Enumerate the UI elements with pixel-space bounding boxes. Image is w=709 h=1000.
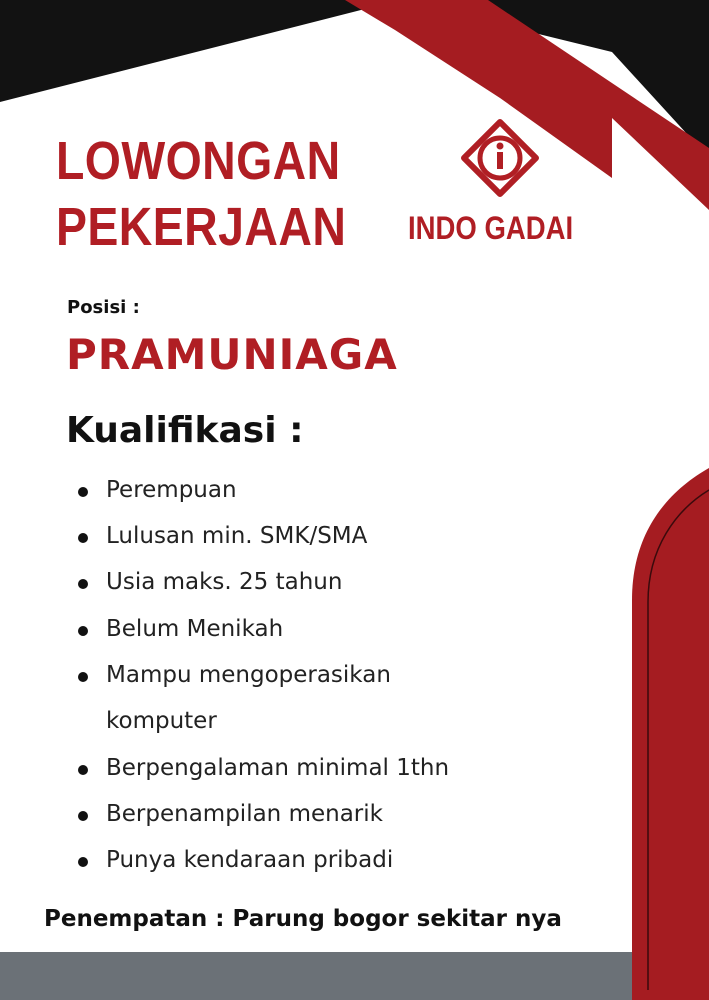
placement-text: Penempatan : Parung bogor sekitar nya <box>44 906 562 932</box>
indo-gadai-logo-icon <box>460 118 540 198</box>
list-item-text: Mampu mengoperasikan <box>106 662 391 688</box>
footer-gray-band <box>0 952 709 1000</box>
brand-name: INDO GADAI <box>408 210 574 246</box>
right-red-arch <box>632 468 709 1000</box>
bullet-icon <box>78 765 88 775</box>
list-item-text: Perempuan <box>106 477 237 503</box>
list-item-text: Berpenampilan menarik <box>106 801 383 827</box>
position-value: PRAMUNIAGA <box>66 330 398 379</box>
bullet-icon <box>78 626 88 636</box>
title-line-2: PEKERJAAN <box>56 197 347 257</box>
position-label: Posisi : <box>67 297 140 318</box>
list-item-text: komputer <box>106 708 217 734</box>
list-item-text: Punya kendaraan pribadi <box>106 847 394 873</box>
list-item-text: Berpengalaman minimal 1thn <box>106 755 450 781</box>
list-item-text: Usia maks. 25 tahun <box>106 569 343 595</box>
bullet-icon <box>78 487 88 497</box>
bullet-icon <box>78 533 88 543</box>
list-item-text: Lulusan min. SMK/SMA <box>106 523 368 549</box>
bullet-icon <box>78 579 88 589</box>
bullet-icon <box>78 811 88 821</box>
title-line-1: LOWONGAN <box>56 131 341 191</box>
qualifications-title: Kualifikasi : <box>66 410 304 451</box>
list-item-text: Belum Menikah <box>106 616 284 642</box>
bullet-icon <box>78 857 88 867</box>
page-title <box>56 128 346 260</box>
bullet-icon <box>78 672 88 682</box>
